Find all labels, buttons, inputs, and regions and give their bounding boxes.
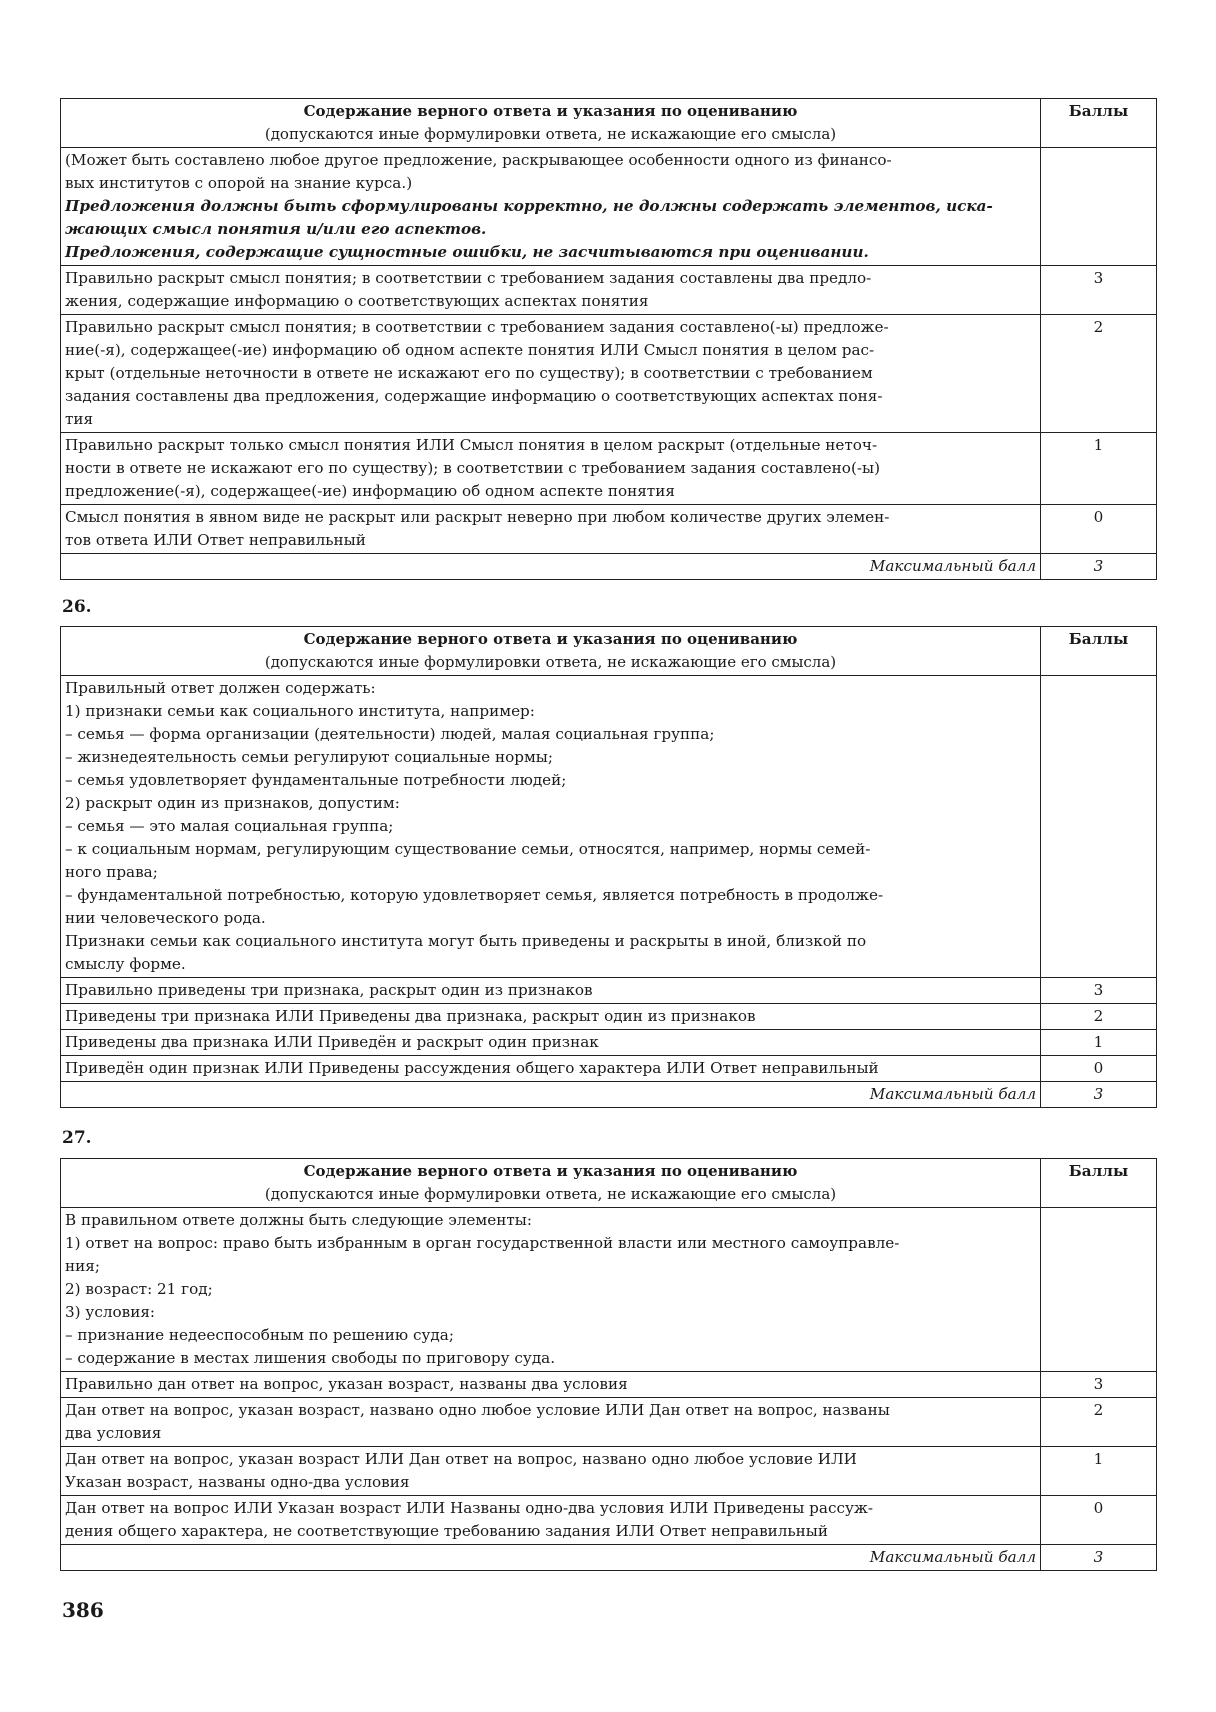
criterion-text: Смысл понятия в явном виде не раскрыт или раскрыт неверно при любом количестве других элемен- тов ответа ИЛИ Ответ неправильный bbox=[61, 505, 1041, 554]
max-score-label: Максимальный балл bbox=[61, 1545, 1041, 1571]
score-value: 3 bbox=[1041, 266, 1157, 315]
question-number-26: 26. bbox=[62, 597, 92, 617]
note-line: Предложения, содержащие сущностные ошибки, не засчитываются при оценивании. bbox=[65, 243, 869, 261]
header-title: Содержание верного ответа и указания по оцениванию bbox=[303, 630, 798, 648]
criterion-text: Дан ответ на вопрос ИЛИ Указан возраст ИЛИ Названы одно-два условия ИЛИ Приведены рассуж- дения общего характера, не соответствующие требованию задания ИЛИ Ответ неправильный bbox=[61, 1496, 1041, 1545]
criterion-text: Правильно приведены три признака, раскрыт один из признаков bbox=[61, 978, 1041, 1004]
score-cell-empty bbox=[1041, 676, 1157, 978]
page-number: 386 bbox=[62, 1598, 104, 1622]
table-row bbox=[61, 1208, 1157, 1372]
answer-content: В правильном ответе должны быть следующие элементы: 1) ответ на вопрос: право быть избранным в орган государственной власти или местного самоуправле- ния; 2) возраст: 21 год; 3) условия: – признание недееспособным по решению суда; – содержание в местах лишения свободы по приговору суда. bbox=[61, 1208, 1041, 1372]
intro-line: вых институтов с опорой на знание курса.) bbox=[65, 174, 413, 192]
max-score-value: 3 bbox=[1041, 554, 1157, 580]
max-score-row bbox=[61, 554, 1157, 580]
criterion-text: Дан ответ на вопрос, указан возраст ИЛИ Дан ответ на вопрос, названо одно любое условие ИЛИ Указан возраст, названы одно-два условия bbox=[61, 1447, 1041, 1496]
score-value: 2 bbox=[1041, 1398, 1157, 1447]
score-value: 2 bbox=[1041, 315, 1157, 433]
table-header-row bbox=[61, 627, 1157, 676]
header-cell bbox=[61, 627, 1041, 676]
max-score-label: Максимальный балл bbox=[61, 554, 1041, 580]
table-row bbox=[61, 433, 1157, 505]
table-row bbox=[61, 1398, 1157, 1447]
header-subtitle: (допускаются иные формулировки ответа, не искажающие его смысла) bbox=[264, 653, 837, 671]
criterion-text: Правильно раскрыт только смысл понятия ИЛИ Смысл понятия в целом раскрыт (отдельные неточ- ности в ответе не искажают его по существу); в соответствии с требованием задания составлено(-ы) предложение(-я), содержащее(-ие) информацию об одном аспекте понятия bbox=[61, 433, 1041, 505]
score-value: 1 bbox=[1041, 1030, 1157, 1056]
score-value: 3 bbox=[1041, 978, 1157, 1004]
criterion-text: Правильно раскрыт смысл понятия; в соответствии с требованием задания составлено(-ы) предложе- ние(-я), содержащее(-ие) информацию об одном аспекте понятия ИЛИ Смысл понятия в целом рас- крыт (отдельные неточности в ответе не искажают его по существу); в соответствии с требованием задания составлены два предложения, содержащие информацию о соответствующих аспектах поня- тия bbox=[61, 315, 1041, 433]
score-cell-empty bbox=[1041, 148, 1157, 266]
table-row bbox=[61, 1004, 1157, 1030]
table-row bbox=[61, 266, 1157, 315]
answer-content: Правильный ответ должен содержать: 1) признаки семьи как социального института, например: – семья — форма организации (деятельности) людей, малая социальная группа; – жизнедеятельность семьи регулируют социальные нормы; – семья удовлетворяет фундаментальные потребности людей; 2) раскрыт один из признаков, допустим: – семья — это малая социальная группа; – к социальным нормам, регулирующим существование семьи, относятся, например, нормы семей- ного права; – фундаментальной потребностью, которую удовлетворяет семья, является потребность в продолже- нии человеческого рода. Признаки семьи как социального института могут быть приведены и раскрыты в иной, близкой по смыслу форме. bbox=[61, 676, 1041, 978]
criterion-text: Дан ответ на вопрос, указан возраст, названо одно любое условие ИЛИ Дан ответ на вопрос, названы два условия bbox=[61, 1398, 1041, 1447]
table-header-row bbox=[61, 99, 1157, 148]
score-value: 1 bbox=[1041, 1447, 1157, 1496]
intro-line: (Может быть составлено любое другое предложение, раскрывающее особенности одного из финансо- bbox=[65, 151, 892, 169]
max-score-label: Максимальный балл bbox=[61, 1082, 1041, 1108]
score-header: Баллы bbox=[1041, 627, 1157, 676]
header-subtitle: (допускаются иные формулировки ответа, не искажающие его смысла) bbox=[264, 125, 837, 143]
table-row bbox=[61, 1496, 1157, 1545]
table-row bbox=[61, 1056, 1157, 1082]
question-number-27: 27. bbox=[62, 1128, 92, 1148]
table-row bbox=[61, 1030, 1157, 1056]
criteria-table-26 bbox=[60, 626, 1157, 1108]
max-score-value: 3 bbox=[1041, 1545, 1157, 1571]
table-row bbox=[61, 148, 1157, 266]
header-cell bbox=[61, 1159, 1041, 1208]
criterion-text: Приведён один признак ИЛИ Приведены рассуждения общего характера ИЛИ Ответ неправильный bbox=[61, 1056, 1041, 1082]
score-header: Баллы bbox=[1041, 1159, 1157, 1208]
note-line: Предложения должны быть сформулированы корректно, не должны содержать элементов, иска- bbox=[65, 197, 993, 215]
criterion-text: Правильно дан ответ на вопрос, указан возраст, названы два условия bbox=[61, 1372, 1041, 1398]
header-cell bbox=[61, 99, 1041, 148]
table-row bbox=[61, 505, 1157, 554]
score-value: 2 bbox=[1041, 1004, 1157, 1030]
criterion-text: Приведены три признака ИЛИ Приведены два признака, раскрыт один из признаков bbox=[61, 1004, 1041, 1030]
max-score-row bbox=[61, 1082, 1157, 1108]
header-subtitle: (допускаются иные формулировки ответа, не искажающие его смысла) bbox=[264, 1185, 837, 1203]
score-header: Баллы bbox=[1041, 99, 1157, 148]
table-row bbox=[61, 1372, 1157, 1398]
score-value: 0 bbox=[1041, 1056, 1157, 1082]
header-title: Содержание верного ответа и указания по оцениванию bbox=[303, 102, 798, 120]
score-cell-empty bbox=[1041, 1208, 1157, 1372]
criteria-table-27 bbox=[60, 1158, 1157, 1571]
header-title: Содержание верного ответа и указания по оцениванию bbox=[303, 1162, 798, 1180]
table-row bbox=[61, 1447, 1157, 1496]
score-value: 0 bbox=[1041, 505, 1157, 554]
notes-cell bbox=[61, 148, 1041, 266]
score-value: 3 bbox=[1041, 1372, 1157, 1398]
max-score-row bbox=[61, 1545, 1157, 1571]
table-row bbox=[61, 676, 1157, 978]
criterion-text: Правильно раскрыт смысл понятия; в соответствии с требованием задания составлены два предло- жения, содержащие информацию о соответствующих аспектах понятия bbox=[61, 266, 1041, 315]
criteria-table-25 bbox=[60, 98, 1157, 580]
table-row bbox=[61, 978, 1157, 1004]
table-header-row bbox=[61, 1159, 1157, 1208]
score-value: 0 bbox=[1041, 1496, 1157, 1545]
max-score-value: 3 bbox=[1041, 1082, 1157, 1108]
score-value: 1 bbox=[1041, 433, 1157, 505]
criterion-text: Приведены два признака ИЛИ Приведён и раскрыт один признак bbox=[61, 1030, 1041, 1056]
table-row bbox=[61, 315, 1157, 433]
note-line: жающих смысл понятия и/или его аспектов. bbox=[65, 220, 487, 238]
